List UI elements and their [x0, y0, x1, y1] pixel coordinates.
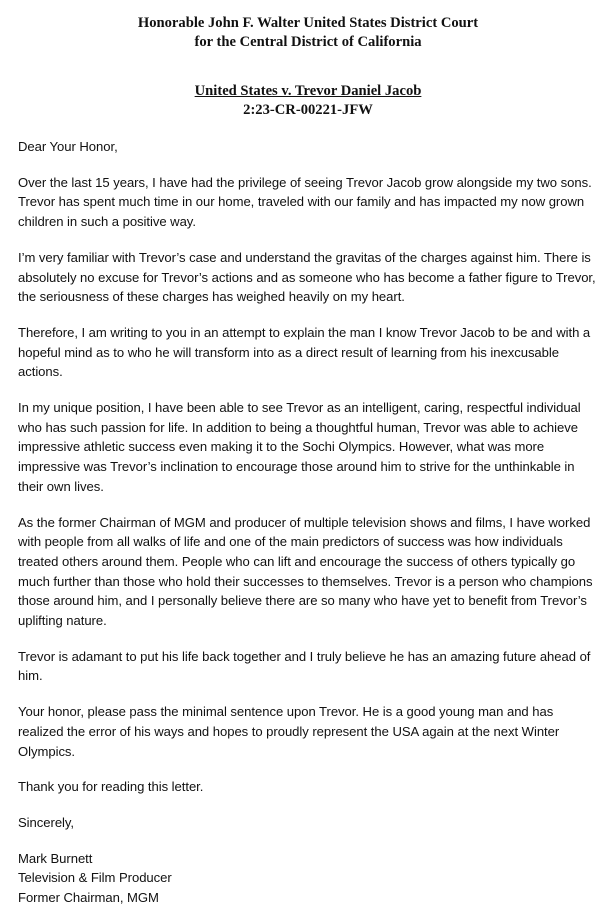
signer-name: Mark Burnett — [18, 850, 93, 866]
signature-block — [18, 849, 598, 908]
paragraph-request: Your honor, please pass the minimal sentence upon Trevor. He is a good young man and has realized the error of his ways and hopes to proudly represent the USA again at the next Winter Olympics. — [18, 704, 560, 759]
letter-body — [18, 137, 598, 908]
paragraph-relationship: Over the last 15 years, I have had the privilege of seeing Trevor Jacob grow alongside my two sons. Trevor has spent much time in our home, traveled with our family and has impacted my now grown children in such a positive way. — [18, 174, 592, 230]
paragraph-thanks: Thank you for reading this letter. — [18, 779, 204, 795]
court-district-line: for the Central District of California — [194, 34, 422, 50]
signer-former-title: Former Chairman, MGM — [18, 890, 159, 906]
paragraph-character: In my unique position, I have been able to see Trevor as an intelligent, caring, respectful individual who has such passion for life. In addition to being a thoughtful human, Trevor was able to achieve impressive athletic success even making it to the Sochi Olympics. However, what was more impressive was Trevor’s inclination to encourage those around him to strive for the unthinkable in their own lives. — [18, 400, 581, 494]
court-header — [18, 14, 598, 52]
court-name-line: Honorable John F. Walter United States District Court — [137, 15, 479, 31]
paragraph-experience: As the former Chairman of MGM and producer of multiple television shows and films, I have worked with people from all walks of life and one of the main predictors of success was how individuals treated others around them. People who can lift and encourage the success of others typically go much further than those who hold their successes to themselves. Trevor is a person who champions those around him, and I personally believe there are so many who have yet to benefit from Trevor’s uplifting nature. — [18, 514, 593, 629]
signer-title: Television & Film Producer — [18, 870, 172, 886]
paragraph-purpose: Therefore, I am writing to you in an attempt to explain the man I know Trevor Jacob to be and with a hopeful mind as to who he will transform into as a direct result of learning from his inexcusable actions. — [18, 324, 591, 380]
closing: Sincerely, — [18, 814, 75, 830]
case-caption — [18, 82, 598, 120]
paragraph-future: Trevor is adamant to put his life back together and I truly believe he has an amazing future ahead of him. — [18, 648, 591, 684]
salutation: Dear Your Honor, — [18, 139, 118, 154]
case-title: United States v. Trevor Daniel Jacob — [194, 83, 422, 99]
paragraph-case-awareness: I’m very familiar with Trevor’s case and understand the gravitas of the charges against him. There is absolutely no excuse for Trevor’s actions and as someone who has become a father figure to Trevor, the seriousness of these charges has weighed heavily on my heart. — [18, 249, 596, 305]
case-number: 2:23-CR-00221-JFW — [243, 102, 373, 118]
